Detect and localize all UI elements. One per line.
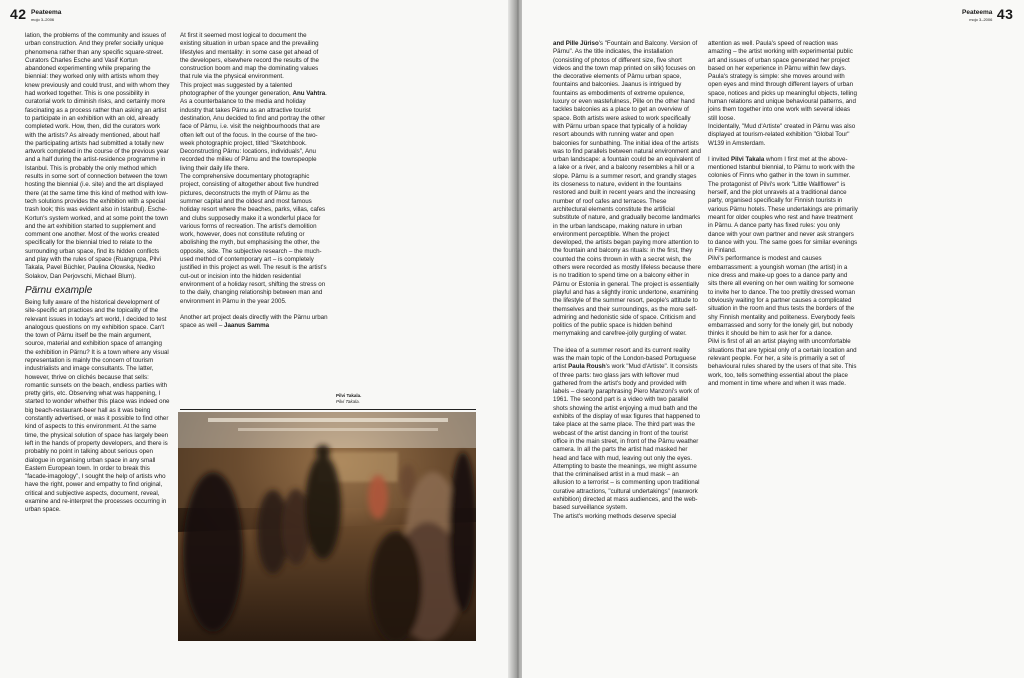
left-column-1 — [25, 32, 170, 515]
left-folio — [10, 6, 61, 24]
paragraph — [180, 82, 328, 173]
paragraph: Pilvi's performance is modest and causes embarrassment: a youngish woman (the artist) in a nice dress and make-up goes to a dance party and sits there all evening on her own waiting for someone to invite her to dance. The too prettily dressed woman obviously waiting for a partner causes a complicated situation in the room and thus tests the borders of the shy Finnish mentality and politeness. Everybody feels embarrassed and sorry for the lonely girl, but nobody thinks it should be him to ask her for a dance. — [708, 255, 856, 338]
paragraph: The artist's working methods deserve special — [553, 512, 677, 520]
paragraph: lation, the problems of the community and issues of urban construction. And they prefer socially unique phenomena rather than any specific square-street. — [25, 32, 167, 56]
paragraph: Curators Charles Esche and Vasif Kortun abandoned experimenting while preparing the biennial: they worked only with artists whom they knew previously and could trust, and with whom they had worked together. This is one possibility in curatorial work to diminish risks, and certainly more fascinating as a process rather than asking an artist to participate in an exhibition with an old, already completed work. How, then, did the curators work with the artists? As already mentioned, about half the participating artists had submitted a totally new artwork completed in the course of the previous year and a half during the artist-residence programme in Istanbul. This is probably the only method which results in some sort of connection between the town hosting the biennial (i.e. site) and the art displayed there (at the same time this kind of method with low-tech solutions provides the exhibition with a special trash look; this was evident also in Istanbul). Esche-Kortun's system worked, and at some point the town and the art exhibition started to supplement and comment one another. Most of the works created specifically for the biennial tried to relate to the surrounding urban space, find its hidden conflicts and play with the rules of space (Ruangrupa, Pilvi Takala, Pavel Büchler, Paulina Olowska, Nedko Solakov, Dan Perjovschi, Michael Blum). — [25, 56, 170, 280]
paragraph — [553, 347, 701, 513]
artist-name: Anu Vahtra — [292, 90, 326, 98]
magazine-issue: mojo 3–2006 — [31, 17, 55, 22]
artist-name: Pilvi Takala — [731, 155, 765, 163]
text-run: This project was suggested by a talented photographer of the younger generation, — [180, 81, 293, 98]
artist-name: and Pille Jüriso — [553, 40, 599, 47]
magazine-tag — [31, 9, 61, 23]
right-column-1 — [553, 40, 701, 521]
right-folio — [962, 6, 1013, 24]
photo-image — [178, 412, 476, 641]
page-number: 42 — [10, 6, 27, 22]
paragraph: Being fully aware of the historical development of site-specific art practices and the topicality of the relevant issues in today's art world, I decided to test analogous questions on my exhibition space. Can't the town of Pärnu itself be the main argument, source, material and exhibition space of arranging the exhibition in Pärnu? It is a town where any visual representation is mainly the concern of tourism industrialists and image consultants. The latter, however, thrive on clichés because that sells: romantic sunsets on the beach, endless parties with pretty girls, etc. Observing what was happening, I started to wonder whether this place was indeed one big beach-restaurant-beer hall as it was being constantly advertised, or was it possible to find other kind of aspects to this environment. At the same time, the physical solution of space has largely been left in the hands of property developers, and there is probably no point in talking about serious open dialogue in organising urban space in any small Eastern European town. In order to break this "facade-imagology", I sought the help of artists who have the right, power and empathy to find original, critical and subjective aspects, document, reveal, examine and re-interpret the processes occurring in urban space. — [25, 298, 170, 514]
magazine-name: Peateema — [31, 9, 62, 16]
photo-caption — [336, 393, 396, 404]
caption-title: Pilvi Takala. — [336, 393, 362, 398]
artist-name: Jaanus Samma — [224, 322, 270, 330]
section-heading: Pärnu example — [25, 284, 93, 296]
caption-subtitle: Pilvi Takala. — [336, 398, 360, 404]
paragraph: Pilvi is first of all an artist playing with uncomfortable situations that are typical only of a certain location and relevant people. For her, a site is primarily a set of behavioural rules shared by the users of that site. This work, too, tells something essential about the place and moment in time where and when it was made. — [708, 338, 857, 387]
paragraph: The comprehensive documentary photographic project, consisting of altogether about five hundred pictures, deconstructs the myth of Pärnu as the summer capital and the oldest and most famous holiday resort where the beaches, parks, villas, cafes and clubs supposedly make it a wonderful place for various forms of recreation. The artist's demolition work, however, does not constitute refuting or abolishing the myth, but emphasising the other, the opposite, side. The subjective research – the much-used method of contemporary art – is completely justified in this project as well. The result is the artist's cut-out or incision into the hidden residential environment of a holiday resort, shifting the stress on to the daily, changing relationship between man and environment in Pärnu in the year 2005. — [180, 173, 327, 305]
text-run: Another art project deals directly with the Pärnu urban space as well – — [180, 313, 328, 330]
right-page — [522, 0, 1024, 678]
dance-party-photo — [178, 412, 476, 641]
paragraph: Incidentally, "Mud d'Artiste" created in Pärnu was also displayed at tourism-related exhibition "Global Tour" W139 in Amsterdam. — [708, 122, 856, 147]
magazine-name: Peateema — [962, 9, 993, 16]
right-column-2 — [708, 40, 858, 388]
paragraph — [553, 40, 701, 339]
text-run: The idea of a summer resort and its current reality was the main topic of the London-based Portuguese artist — [553, 346, 697, 371]
paragraph: attention as well. Paula's speed of reaction was amazing – the artist working with experimental public art and issues of urban space generated her project based on her experience in Pärnu within few days. Paula's strategy is simple: she moves around with open eyes and mind through different layers of urban space, notices and picks up meaningful objects, telling human relations and unique behavioural patterns, and joins them together into one work with several ideas still loose. — [708, 40, 857, 122]
text-run: 's "Fountain and Balcony. Version of Pärnu". As the title indicates, the installation (consisting of photos of different size, five short videos and the town map printed on silk) focuses on the decorative elements of Pärnu urban space, fountains and balconies. Jaanus is intrigued by fountains as embodiments of extreme opulence, luxury or even wastefulness, Pille on the other hand tackles balconies as a place to get an overview of space. Both artists were asked to work specifically with Pärnu urban space that typically of a holiday resort abounds with running water and open balconies for sunbathing. The initial idea of the artists was to find parallels between natural environment and urban landscape: a fountain could be an equivalent of a lake or a river, and a balcony resembles a hill or a slope. Pärnu is a summer resort, and grandly stages its closeness to nature, evident in the fountains restored and built in recent years and the increasing number of roof cafes and terraces. These architectural elements constitute the artificial substitute of nature, and gradually become landmarks in the urban landscape, making nature in urban environment perceptible. When the project developed, the artists began paying more attention to the fountain and balcony as rituals: in the first, they counted the coins thrown in with a secret wish, the others were recorded as mostly lifeless because there is no tradition to spend time on a balcony either in Pärnu or Estonia in general. The project is essentially playful and has a slightly ironic undertone, examining the lifestyle of the summer resort, people's attitude to themselves and their surroundings, as the more self-admiring and hedonistic side of space. Criticism and politics of the public space is hidden behind merrymaking and carefree-jolly gurgling of water. — [553, 40, 701, 338]
left-column-2 — [180, 32, 328, 330]
page-number: 43 — [996, 6, 1014, 22]
magazine-tag — [962, 9, 992, 23]
paragraph: At first it seemed most logical to document the existing situation in urban space and the prevailing lifestyles and mentality: in some case get ahead of the developers, elsewhere record the results of the construction boom and map the dominating values that rule via the physical environment. — [180, 32, 319, 81]
text-run: 's work "Mud d'Artiste". It consists of three parts: two glass jars with leftover mud gathered from the artist's body and provided with labels – clearly paraphrasing Piero Manzoni's work of 1961. The second part is a video with two parallel shots showing the artist enjoying a mud bath and the exhibits of the display of wax figures that happened to take place at the same place. The third part was the webcast of the artist dancing in front of the tourist office in the main street, in front of the Pärnu weather camera. In all the parts the artist had masked her head and face with mud, leaving out only the eyes. Attempting to baste the meanings, we might assume that the criminalised artist in a mud mask – an allusion to a terrorist – is commenting upon traditional curative attractions, "cultural undertakings" (waxwork exhibition) directed at mass audiences, and the web-based surveillance system. — [553, 363, 701, 512]
text-run: . As a counterbalance to the media and holiday industry that takes Pärnu as an attractive tourist destination, Anu decided to find and portray the other face of Pärnu, i.e. visit the neighbourhoods that are often left out of the focus. In the course of the two-week photographic project, titled "Sketchbook. Deconstructing Pärnu: locations, individuals", Anu recorded the milieu of Pärnu and the townspeople living their daily life there. — [180, 90, 327, 172]
artist-name: Paula Roush — [568, 363, 606, 371]
text-run: whom I first met at the above-mentioned Istanbul biennial, to Pärnu to work with the colonies of Finns who gather in the town in summer. The protagonist of Pilvi's work "Little Wallflower" is herself, and the plot unravels at a traditional dance party, organised specifically for Finnish tourists in various Pärnu hotels. These undertakings are primarily meant for older couples who rest and have treatment in Pärnu. A dance party has fixed rules: you only dance with your own partner and never ask strangers to dance with you. The same goes for similar evenings in Finland. — [708, 155, 858, 255]
magazine-issue: mojo 3–2006 — [969, 17, 993, 22]
paragraph — [708, 156, 858, 256]
photo-rule — [180, 409, 476, 410]
paragraph — [180, 314, 328, 331]
text-run: I invited — [708, 155, 732, 163]
